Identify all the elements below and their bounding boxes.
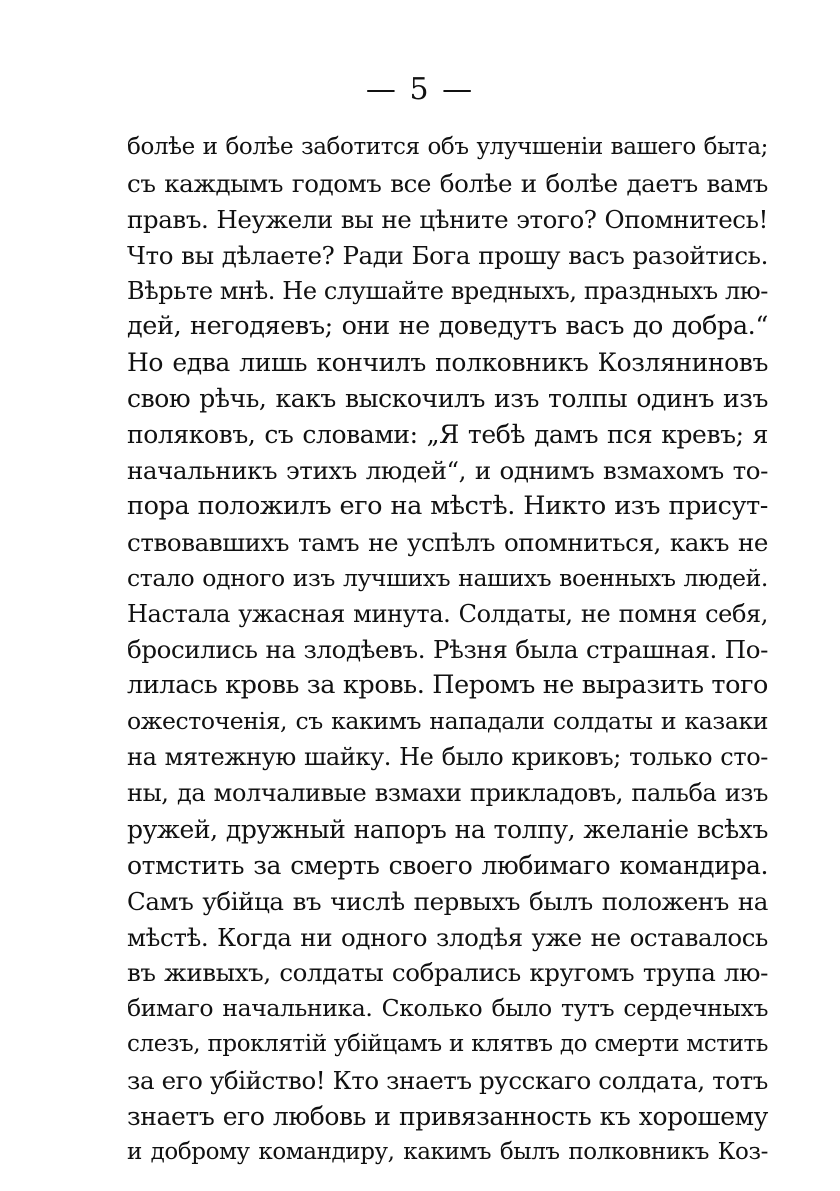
page-number: — 5 — [365, 72, 475, 107]
text-line: отмстить за смерть своего любимаго командира. [127, 850, 768, 880]
body-text [127, 130, 768, 1171]
text-line: мѣстѣ. Когда ни одного злодѣя уже не оставалось [127, 922, 768, 952]
text-line: ожесточенія, съ какимъ нападали солдаты и казаки [127, 707, 768, 736]
text-line: слезъ, проклятій убійцамъ и клятвъ до смерти мстить [127, 1031, 768, 1058]
text-line: лилась кровь за кровь. Перомъ не выразить того [127, 670, 768, 701]
text-line: Но едва лишь кончилъ полковникъ Козляниновъ [127, 348, 768, 378]
text-line: бросились на злодѣевъ. Рѣзня была страшная. По- [127, 635, 768, 665]
text-line: Самъ убійца въ числѣ первыхъ былъ положенъ на [127, 886, 768, 916]
text-line: на мятежную шайку. Не было криковъ; только сто- [127, 743, 768, 772]
text-line: дей, негодяевъ; они не доведутъ васъ до добра.“ [127, 311, 768, 342]
text-line: болѣе и болѣе заботится объ улучшеніи вашего быта; [127, 134, 768, 160]
text-line: свою рѣчь, какъ выскочилъ изъ толпы одинъ изъ [127, 384, 768, 414]
text-line: ны, да молчаливые взмахи прикладовъ, пальба изъ [127, 779, 768, 808]
text-line: поляковъ, съ словами: „Я тебѣ дамъ пся кревъ; я [127, 420, 768, 450]
text-line: бимаго начальника. Сколько было тутъ сердечныхъ [127, 994, 768, 1023]
text-line: за его убійство! Кто знаетъ русскаго солдата, тотъ [127, 1066, 768, 1096]
text-line: ствовавшихъ тамъ не успѣлъ опомниться, какъ не [127, 527, 768, 557]
text-line: Что вы дѣлаете? Ради Бога прошу васъ разойтись. [127, 240, 768, 270]
text-line: знаетъ его любовь и привязанность къ хорошему [127, 1102, 768, 1132]
text-line: стало одного изъ лучшихъ нашихъ военныхъ людей. [127, 563, 768, 592]
text-line: Вѣрьте мнѣ. Не слушайте вредныхъ, праздныхъ лю- [127, 276, 768, 305]
text-line: въ живыхъ, солдаты собрались кругомъ трупа лю- [127, 958, 768, 988]
text-line: правъ. Неужели вы не цѣните этого? Опомнитесь! [127, 204, 768, 234]
text-line: Настала ужасная минута. Солдаты, не помня себя, [127, 599, 768, 628]
text-line: съ каждымъ годомъ все болѣе и болѣе даетъ вамъ [127, 168, 768, 198]
text-line: начальникъ этихъ людей“, и однимъ взмахомъ то- [127, 456, 768, 486]
text-line: и доброму командиру, какимъ былъ полковникъ Коз- [127, 1138, 768, 1165]
text-line: ружей, дружный напоръ на толпу, желаніе всѣхъ [127, 814, 768, 844]
text-line: пора положилъ его на мѣстѣ. Никто изъ присут- [127, 490, 768, 521]
